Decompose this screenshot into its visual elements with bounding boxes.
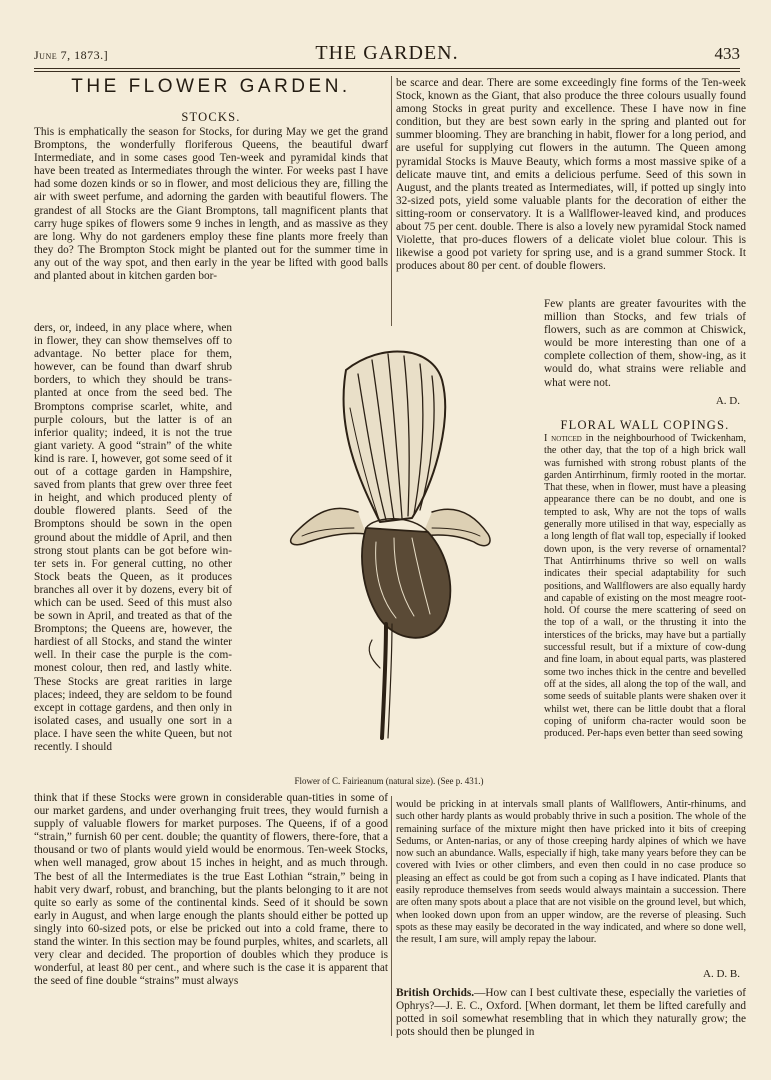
publication-title: THE GARDEN.	[315, 42, 459, 64]
stocks-paragraph-1: This is emphatically the season for Stocks, for during May we get the grand Bromptons, the wonderfully floriferous Queens, the beautiful dwarf Intermediate, and in some cases good Ten-week and pyramidal kinds that have been treated as Intermediates through the winter. For weeks past I have had some dozen kinds or so in flower, and most delicious they are, filling the air with sweet perfume, and adorning the garden with beautiful flowers. The grandest of all Stocks are the Giant Bromptons, tall magnificent plants that carry huge spikes of flowers some 9 inches in length, and as massive as they are long. Why do not gardeners employ these fine plants more freely than they do? The Brompton Stock might be planted out for the summer time in any out of the way spot, and then early in the year be lifted with good balls and planted about in kitchen garden bor-	[34, 126, 388, 283]
stocks-paragraph-bottom: think that if these Stocks were grown in considerable quan-tities in some of our market gardens, and under overhanging fruit trees, they would furnish a supply of valuable flowers for market purposes. The Queens, if of a good “strain,” furnish 60 per cent. double; the quantity of flowers, there-fore, that a thousand or two of plants would yield would be enormous. Ten-week Stocks, when well managed, grow about 15 inches in height, and as much through. The best of all the Intermediates is the true East Lothian “strain,” being in habit very dwarf, robust, and branching, but the plants belonging to it are not quite so early as some of the continental kinds. Seed of it should be sown early in August, and when large enough the plants should either be potted up singly into 60-sized pots, or else be pricked out into a cold frame, there to stand the winter. In this section may be found purples, whites, and scarlets, all very clear and decided. The proportion of doubles which they produce is wonderful, at least 80 per cent., and where such is the case it is apparent that the seed of fine double “strains” must always	[34, 792, 388, 988]
section-title: THE FLOWER GARDEN.	[71, 76, 351, 97]
running-header	[34, 42, 740, 68]
column-divider-upper	[391, 76, 392, 326]
column-divider-lower	[391, 796, 392, 1036]
issue-date: June 7, 1873.]	[34, 48, 109, 62]
copings-heading: FLORAL WALL COPINGS.	[560, 418, 730, 432]
stocks-paragraph-2: be scarce and dear. There are some exceedingly fine forms of the Ten-week Stock, known as the Giant, that also produce the three colours usually found among Stocks in great purity and excellence. These I have now in fine condition, but they are best sown early in the spring and planted out for summer blooming. They are branching in habit, flower for a long period, and are useful for supplying cut flowers in the autumn. The Queen among pyramidal Stocks is Mauve Beauty, which forms a most massive spike of a delicate mauve tint, and emits a delicious perfume. Seed of this sown in August, and the plants treated as Intermediates, will, if potted up singly into 32-sized pots, yield some valuable plants for the decoration of either the sitting-room or conservatory. It is a Wallflower-leaved kind, and produces about 75 per cent. double. There is also a lovely new pyramidal Stock named Violette, that pro-duces flowers of a delicate violet blue colour. This is likewise a good pot variety for spring use, and is a grand summer Stock. It produces about 80 per cent. of double flowers.	[396, 77, 746, 273]
copings-signature: A. D. B.	[703, 968, 740, 980]
copings-paragraph-narrow	[544, 433, 746, 800]
header-rule-top	[34, 68, 740, 69]
copings-lead: I noticed	[544, 433, 582, 444]
stocks-paragraph-narrow: ders, or, indeed, in any place where, when in flower, they can show themselves off to advantage. No better place for them, however, can be found than dwarf shrub borders, to which they should be trans-planted at once from the seed bed. The Bromptons comprise scarlet, white, and purple colours, but the latter is of an inferior quality; indeed, it is not the true giant variety. A good “strain” of the white kind is rare. I, however, got some seed of it out of a cottage garden in Hampshire, saved from plants that grew over three feet in height, and which produced plenty of double flowered plants. Seed of the Bromptons should be sown in the open ground about the middle of April, and then strong stout plants can be got before win-ter sets in. For general cutting, no other Stock beats the Queen, as it produces branches all over it by dozens, every bit of which can be used. Seed of this must also be sown in April, and treated as that of the Bromptons; the Queens are, however, the hardiest of all Stocks, and stand the winter well. In their case the purple is the com-monest colour, then red, and lastly white. These Stocks are great rarities in large places; indeed, they are seldom to be found except in cottage gardens, and then only in isolated cases, and usually one sort in a place. I have seen the white Queen, but not recently. I should	[34, 322, 232, 753]
orchids-text: —How can I best cultivate these, especially the varieties of Ophrys?—J. E. C., Oxford. [When dormant, let them be lifted carefully and potted in soil somewhat resembling that in which they naturally grow; the pots should then be plunged in	[396, 987, 746, 1039]
orchids-lead: British Orchids.	[396, 987, 475, 999]
copings-text-narrow: in the neighbourhood of Twickenham, the other day, that the top of a high brick wall was furnished with strong robust plants of the garden Antirrhinum, firmly rooted in the mortar. That these, when in flower, must have a pleasing appearance there can be no doubt, and one is tempted to ask, Why are not the tops of walls generally more utilised in that way, especially as a long length of flat wall top, especially if looked down upon, is the very reverse of ornamental? That Antirrhinums thrive so well on walls indicates their special adaptability for such positions, and Wallflowers are also equally hardy and capable of existing on the most meagre root-hold. Of course the mere scattering of seed on the top of a wall, or the thrusting it into the interstices of the bricks, may have but a partially successful result, but if a mixture of cow-dung and fine loam, in about equal parts, was plastered some two inches thick in the centre and bevelled off at the sides, all along the top of the wall, and some seeds of suitable plants were shaken over it whilst wet, there can be little doubt that a floral coping of uniform cha-racter would soon be produced. Per-haps even better than seed sowing	[544, 433, 746, 740]
figure-caption: Flower of C. Fairieanum (natural size). (See p. 431.)	[294, 776, 484, 786]
orchid-engraving-icon	[262, 328, 512, 748]
stocks-signature: A. D.	[715, 395, 740, 407]
page-number: 433	[714, 44, 740, 63]
orchids-query	[396, 987, 746, 1039]
stocks-heading: STOCKS.	[181, 110, 241, 124]
header-rule-bottom	[34, 71, 740, 72]
copings-paragraph-wide: would be pricking in at intervals small plants of Wallflowers, Antir-rhinums, and such other hardy plants as would probably thrive in such a position. The whole of the remaining surface of the mixture might then have pricked into it bits of creeping Sedums, or Anten-narias, or any of those creeping hardy alpines of which we have now such an abundance. Walls, especially if high, take many years before they can be covered with Ivies or other climbers, and even then could in no case produce so pleasing an effect as could be got from such a coping as I have indicated. Plants that easily reproduce themselves from seeds would always maintain a succession. There are often many spots about a place that are not visible on the ground level, but which, when looked down upon from an upper window, are the reverse of pleasing. Such spots as these may easily be decorated in the way indicated, and where so done well, the result, I am sure, will amply repay the labour.	[396, 799, 746, 946]
stocks-paragraph-3: Few plants are greater favourites with the million than Stocks, and few trials of flowers, such as are common at Chiswick, would be more interesting than one of a complete collection of them, show-ing, as it would do, what strains were reliable and what were not.	[544, 298, 746, 389]
